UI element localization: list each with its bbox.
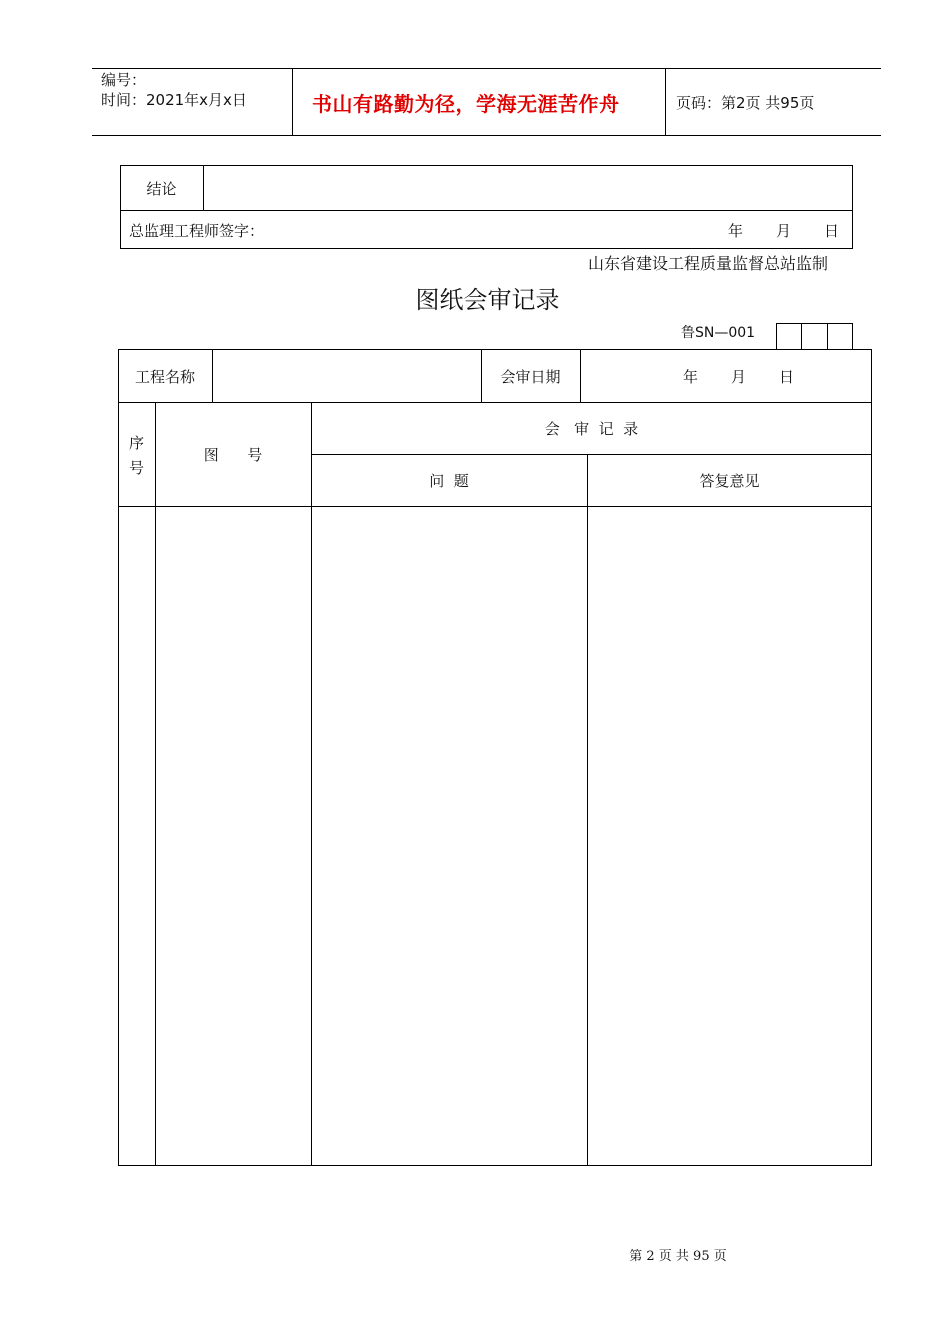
form-code-box-divider-1 xyxy=(801,323,802,350)
review-date-label: 会审日期 xyxy=(500,368,561,386)
page-code: 页码：第2页 共95页 xyxy=(676,94,815,112)
review-date-year-label: 年 xyxy=(683,368,699,386)
review-date-field[interactable] xyxy=(581,350,871,402)
header-divider-2 xyxy=(665,68,666,136)
review-date-month-label: 月 xyxy=(731,368,747,386)
col-seq-1: 序 xyxy=(128,434,144,452)
review-table-row1-bottom xyxy=(118,402,872,403)
signature-month-label: 月 xyxy=(776,222,792,240)
header-divider-1 xyxy=(292,68,293,136)
project-name-field[interactable] xyxy=(213,350,480,402)
col-seq-2: 号 xyxy=(128,459,144,477)
header-bottom-rule xyxy=(92,135,881,136)
page-footer: 第 2 页 共 95 页 xyxy=(629,1249,727,1264)
header-top-rule xyxy=(92,68,881,69)
review-record-subheader-divider xyxy=(311,454,872,455)
question-cell[interactable] xyxy=(312,507,586,1165)
review-date-day-label: 日 xyxy=(779,368,795,386)
project-name-label: 工程名称 xyxy=(134,368,195,386)
form-title: 图纸会审记录 xyxy=(415,286,560,314)
conclusion-label: 结论 xyxy=(146,180,177,198)
signature-label: 总监理工程师签字： xyxy=(129,222,265,240)
conclusion-field[interactable] xyxy=(204,166,852,210)
signature-day-label: 日 xyxy=(824,222,840,240)
seq-cell[interactable] xyxy=(119,507,154,1165)
form-code-box-divider-2 xyxy=(827,323,828,350)
supervisor-org: 山东省建设工程质量监督总站监制 xyxy=(588,254,829,273)
time-label: 时间：2021年x月x日 xyxy=(101,91,247,109)
form-code-boxes xyxy=(776,323,853,350)
col-review-record: 会 审 记 录 xyxy=(544,420,639,438)
signature-field[interactable] xyxy=(272,213,712,245)
col-question: 问 题 xyxy=(429,472,469,490)
reply-cell[interactable] xyxy=(588,507,871,1165)
col-reply: 答复意见 xyxy=(699,472,760,490)
motto: 书山有路勤为径，学海无涯苦作舟 xyxy=(312,92,620,116)
col-drawing-no: 图 号 xyxy=(203,446,263,464)
serial-label: 编号： xyxy=(101,71,147,89)
signature-year-label: 年 xyxy=(728,222,744,240)
drawing-no-cell[interactable] xyxy=(156,507,310,1165)
conclusion-row-divider xyxy=(120,210,853,211)
form-code: 鲁SN—001 xyxy=(681,325,756,341)
